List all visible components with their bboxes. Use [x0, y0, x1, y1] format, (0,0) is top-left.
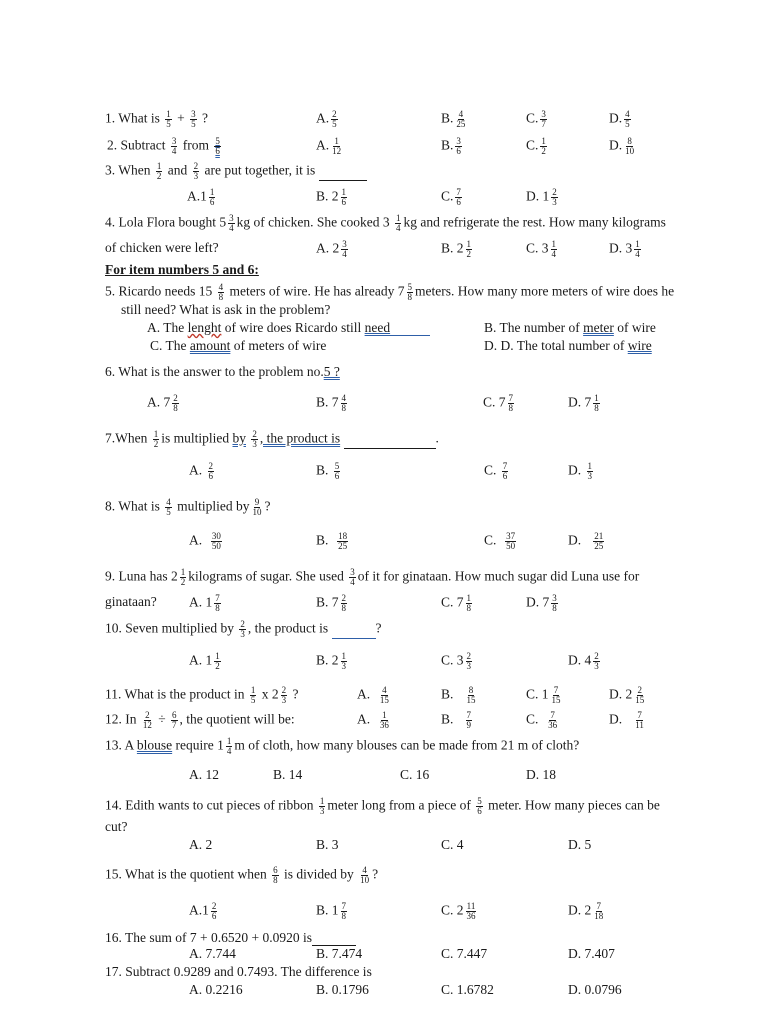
- q13-option-d: D. 18: [526, 767, 556, 782]
- q3-option-b: B. 2 $\frac{1}{6}$: [316, 187, 347, 207]
- q5-stem: 5. Ricardo needs 15 $\frac{4}{8}$ meters of wire. He has already 7 $\frac{5}{8}$ meters. How many more meters of wire does he: [105, 282, 675, 302]
- q17-option-c: C. 1.6782: [441, 982, 494, 997]
- q1-stem: 1. What is $\frac{1}{5}$ + $\frac{3}{5}$ ?: [105, 109, 208, 129]
- q4-stem-line2: of chicken were left?: [105, 240, 219, 255]
- q11-option-b: B. $\frac{8}{15}$: [441, 685, 476, 705]
- q12-option-b: B. $\frac{7}{9}$: [441, 710, 472, 730]
- q7-option-d: D. $\frac{1}{3}$: [568, 461, 592, 481]
- q13-option-a: A. 12: [189, 767, 219, 782]
- fraction: $\frac{1}{5}$: [166, 109, 171, 129]
- q9-option-c: C. 7 $\frac{1}{8}$: [441, 593, 472, 613]
- q12-option-d: D. $\frac{7}{11}$: [609, 710, 644, 730]
- q6-option-b: B. 7 $\frac{4}{8}$: [316, 393, 347, 413]
- q17-stem: 17. Subtract 0.9289 and 0.7493. The difference is: [105, 964, 372, 979]
- q5-option-a: A. The lenght of wire does Ricardo still need: [147, 320, 430, 336]
- q16-option-d: D. 7.407: [568, 946, 615, 961]
- q14-stem: 14. Edith wants to cut pieces of ribbon $\frac{1}{3}$ meter long from a piece of $\frac{5}{6}$ meter. How many pieces can be: [105, 796, 660, 816]
- q10-stem: 10. Seven multiplied by $\frac{2}{3}$ , the product is ?: [105, 619, 382, 639]
- q12-option-a: A. $\frac{1}{36}$: [357, 710, 389, 730]
- q17-option-d: D. 0.0796: [568, 982, 622, 997]
- q3-stem: 3. When $\frac{1}{2}$ and $\frac{2}{3}$ are put together, it is: [105, 162, 367, 181]
- q2-stem: 2. Subtract $\frac{3}{4}$ from $\frac{5}{6}$: [107, 136, 220, 156]
- q13-option-c: C. 16: [400, 767, 430, 782]
- q8-option-d: D. $\frac{21}{25}$: [568, 531, 604, 551]
- q3-option-c: C. $\frac{7}{6}$: [441, 187, 461, 207]
- q8-stem: 8. What is $\frac{4}{5}$ multiplied by $\frac{9}{10}$ ?: [105, 497, 271, 517]
- q6-option-c: C. 7 $\frac{7}{8}$: [483, 393, 514, 413]
- q11-option-c: C. 1 $\frac{7}{15}$: [526, 685, 561, 705]
- q10-option-c: C. 3 $\frac{2}{3}$: [441, 651, 472, 671]
- q12-stem: 12. In $\frac{2}{12}$ ÷ $\frac{6}{7}$ , the quotient will be:: [105, 710, 295, 730]
- q15-option-b: B. 1 $\frac{7}{8}$: [316, 901, 347, 921]
- q9-option-a: A. 1 $\frac{7}{8}$: [189, 593, 220, 613]
- q2-option-a: A. $\frac{1}{12}$: [316, 136, 342, 156]
- q7-option-c: C. $\frac{7}{6}$: [484, 461, 508, 481]
- q14-option-a: A. 2: [189, 837, 213, 852]
- q15-option-c: C. 2 $\frac{11}{36}$: [441, 901, 476, 921]
- q6-stem: 6. What is the answer to the problem no.5 ?: [105, 364, 340, 379]
- answer-blank: [344, 436, 436, 449]
- q14-option-c: C. 4: [441, 837, 464, 852]
- q17-option-b: B. 0.1796: [316, 982, 369, 997]
- q1-option-b: B. $\frac{4}{25}$: [441, 109, 466, 129]
- q9-stem: 9. Luna has 2 $\frac{1}{2}$ kilograms of sugar. She used $\frac{3}{4}$ of it for ginataan. How much sugar did Luna use for: [105, 567, 640, 587]
- q3-option-a: A.1 $\frac{1}{6}$: [187, 187, 215, 207]
- q14-stem-line2: cut?: [105, 819, 128, 834]
- q3-option-d: D. 1 $\frac{2}{3}$: [526, 187, 557, 207]
- fraction: $\frac{3}{5}$: [191, 109, 196, 129]
- q10-option-b: B. 2 $\frac{1}{3}$: [316, 651, 347, 671]
- q4-stem: 4. Lola Flora bought 5 $\frac{3}{4}$ kg of chicken. She cooked 3 $\frac{1}{4}$ kg and refrigerate the rest. How many kilograms: [105, 213, 666, 233]
- q11-option-d: D. 2 $\frac{2}{15}$: [609, 685, 645, 705]
- q1-option-a: A. $\frac{2}{5}$: [316, 109, 337, 129]
- q4-option-d: D. 3 $\frac{1}{4}$: [609, 239, 640, 259]
- q7-stem: 7.When $\frac{1}{2}$ is multiplied by $\frac{2}{3}$ , the product is .: [105, 429, 439, 449]
- q5-stem-line2: still need? What is ask in the problem?: [121, 302, 331, 317]
- q14-option-b: B. 3: [316, 837, 339, 852]
- q1-option-c: C. $\frac{3}{7}$: [526, 109, 546, 129]
- q1-option-d: D. $\frac{4}{5}$: [609, 109, 630, 129]
- answer-blank: [319, 168, 367, 181]
- q15-stem: 15. What is the quotient when $\frac{6}{8}$ is divided by $\frac{4}{10}$ ?: [105, 865, 379, 885]
- q8-option-c: C. $\frac{37}{50}$: [484, 531, 516, 551]
- q16-option-a: A. 7.744: [189, 946, 236, 961]
- q15-option-d: D. 2 $\frac{7}{18}$: [568, 901, 604, 921]
- q10-option-a: A. 1 $\frac{1}{2}$: [189, 651, 220, 671]
- answer-blank: [312, 933, 356, 946]
- q6-option-a: A. 7 $\frac{2}{8}$: [147, 393, 178, 413]
- q11-option-a: A. $\frac{4}{15}$: [357, 685, 389, 705]
- q2-option-b: B. $\frac{3}{6}$: [441, 136, 461, 156]
- q2-option-d: D. $\frac{8}{10}$: [609, 136, 635, 156]
- answer-blank: [332, 626, 376, 639]
- q7-option-b: B. $\frac{5}{6}$: [316, 461, 340, 481]
- section-heading: For item numbers 5 and 6:: [105, 262, 259, 277]
- q9-option-b: B. 7 $\frac{2}{8}$: [316, 593, 347, 613]
- q12-option-c: C. $\frac{7}{36}$: [526, 710, 558, 730]
- q15-option-a: A.1 $\frac{2}{6}$: [189, 901, 217, 921]
- q16-option-b: B. 7.474: [316, 946, 363, 961]
- q16-option-c: C. 7.447: [441, 946, 488, 961]
- q5-option-c: C. The amount of meters of wire: [150, 338, 327, 353]
- q13-stem: 13. A blouse require 1 $\frac{1}{4}$ m of cloth, how many blouses can be made from 21 m of cloth?: [105, 736, 580, 756]
- q9-stem-line2: ginataan?: [105, 594, 157, 609]
- q5-option-b: B. The number of meter of wire: [484, 320, 656, 335]
- q8-option-a: A. $\frac{30}{50}$: [189, 531, 221, 551]
- q2-option-c: C. $\frac{1}{2}$: [526, 136, 546, 156]
- q13-option-b: B. 14: [273, 767, 303, 782]
- q9-option-d: D. 7 $\frac{3}{8}$: [526, 593, 557, 613]
- q16-stem: 16. The sum of 7 + 0.6520 + 0.0920 is: [105, 930, 356, 946]
- q7-option-a: A. $\frac{2}{6}$: [189, 461, 213, 481]
- q5-option-d: D. D. The total number of wire: [484, 338, 652, 353]
- q4-option-a: A. 2 $\frac{3}{4}$: [316, 239, 347, 259]
- q17-option-a: A. 0.2216: [189, 982, 243, 997]
- q4-option-b: B. 2 $\frac{1}{2}$: [441, 239, 472, 259]
- q4-option-c: C. 3 $\frac{1}{4}$: [526, 239, 557, 259]
- q8-option-b: B. $\frac{18}{25}$: [316, 531, 348, 551]
- q11-stem: 11. What is the product in $\frac{1}{5}$ x 2 $\frac{2}{3}$ ?: [105, 685, 299, 705]
- q14-option-d: D. 5: [568, 837, 592, 852]
- q6-option-d: D. 7 $\frac{1}{8}$: [568, 393, 599, 413]
- q10-option-d: D. 4 $\frac{2}{3}$: [568, 651, 599, 671]
